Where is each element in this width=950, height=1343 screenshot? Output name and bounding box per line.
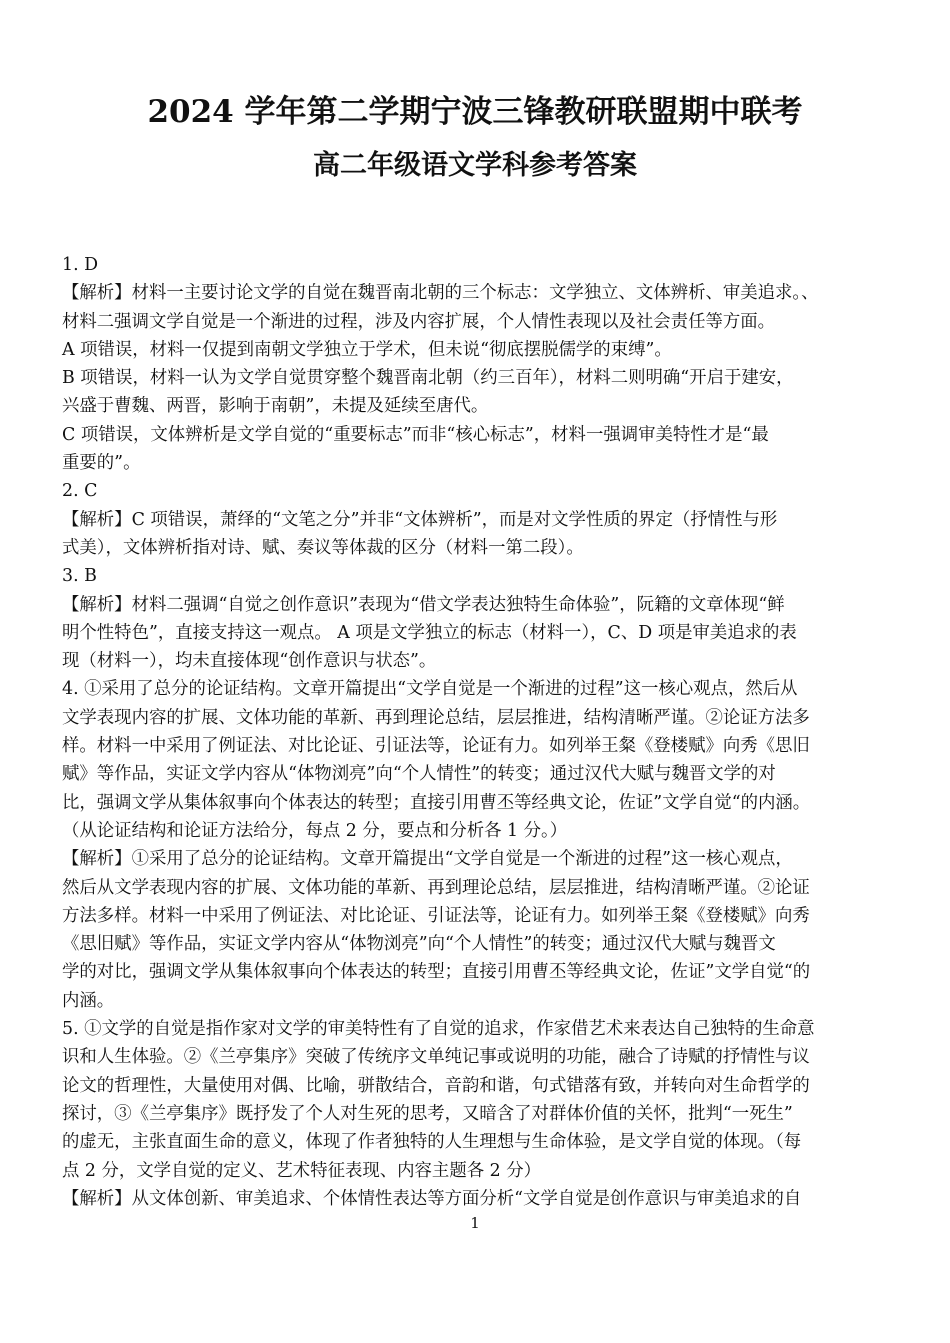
- text-line: 内涵。: [62, 990, 115, 1011]
- text-line: 论文的哲理性，大量使用对偶、比喻，骈散结合，音韵和谐，句式错落有致，并转向对生命哲学的: [62, 1075, 810, 1096]
- text-line: 式美），文体辨析指对诗、赋、奏议等体裁的区分（材料一第二段）。: [62, 537, 584, 558]
- text-line: 样。材料一中采用了例证法、对比论证、引证法等，论证有力。如列举王粲《登楼赋》向秀《思旧: [62, 736, 810, 757]
- text-line: 4. ①采用了总分的论证结构。文章开篇提出“文学自觉是一个渐进的过程”这一核心观点，然后从: [62, 679, 798, 700]
- text-line: 【解析】①采用了总分的论证结构。文章开篇提出“文学自觉是一个渐进的过程”这一核心观点，: [62, 849, 793, 870]
- text-line: 兴盛于曹魏、两晋，影响于南朝”，未提及延续至唐代。: [62, 396, 489, 417]
- text-line: 5. ①文学的自觉是指作家对文学的审美特性有了自觉的追求，作家借艺术来表达自己独特的生命意: [62, 1019, 815, 1040]
- text-line: 比，强调文学从集体叙事向个体表达的转型；直接引用曹丕等经典文论，佐证”文学自觉“的内涵。: [62, 792, 811, 813]
- text-line: 3. B: [62, 566, 97, 587]
- text-line: 识和人生体验。②《兰亭集序》突破了传统序文单纯记事或说明的功能，融合了诗赋的抒情性与议: [62, 1047, 810, 1068]
- text-line: 然后从文学表现内容的扩展、文体功能的革新、再到理论总结，层层推进，结构清晰严谨。②论证: [62, 877, 810, 898]
- text-line: 明个性特色”，直接支持这一观点。 A 项是文学独立的标志（材料一），C、D 项是审美追求的表: [62, 622, 797, 643]
- text-line: 的虚无，主张直面生命的意义，体现了作者独特的人生理想与生命体验，是文学自觉的体现。（每: [62, 1132, 802, 1153]
- text-line: 方法多样。材料一中采用了例证法、对比论证、引证法等，论证有力。如列举王粲《登楼赋》向秀: [62, 905, 810, 926]
- document-title: 2024 学年第二学期宁波三锋教研联盟期中联考: [147, 94, 803, 130]
- text-line: 【解析】从文体创新、审美追求、个体情性表达等方面分析“文学自觉是创作意识与审美追求的自: [62, 1188, 802, 1209]
- text-line: 现（材料一），均未直接体现“创作意识与状态”。: [62, 651, 437, 672]
- text-line: 重要的”。: [62, 453, 141, 474]
- text-line: 1. D: [62, 255, 99, 275]
- document-subtitle: 高二年级语文学科参考答案: [313, 150, 637, 181]
- text-line: 【解析】C 项错误，萧绎的“文笔之分”并非“文体辨析”，而是对文学性质的界定（抒情性与形: [62, 509, 778, 530]
- text-line: B 项错误，材料一认为文学自觉贯穿整个魏晋南北朝（约三百年），材料二则明确“开启于建安，: [62, 368, 794, 389]
- text-line: （从论证结构和论证方法给分，每点 2 分，要点和分析各 1 分。）: [62, 820, 568, 841]
- answer-body: [62, 251, 892, 1213]
- text-line: 2. C: [62, 481, 98, 502]
- text-line: C 项错误，文体辨析是文学自觉的“重要标志”而非“核心标志”，材料一强调审美特性才是“最: [62, 424, 769, 445]
- text-line: A 项错误，材料一仅提到南朝文学独立于学术，但未说“彻底摆脱儒学的束缚”。: [62, 339, 672, 360]
- text-line: 学的对比，强调文学从集体叙事向个体表达的转型；直接引用曹丕等经典文论，佐证”文学自觉“的: [62, 962, 811, 983]
- text-line: 材料二强调文学自觉是一个渐进的过程，涉及内容扩展，个人情性表现以及社会责任等方面。: [62, 311, 776, 332]
- text-line: 赋》等作品，实证文学内容从“体物浏亮”向“个人情性”的转变；通过汉代大赋与魏晋文学的对: [62, 764, 776, 785]
- text-line: 【解析】材料一主要讨论文学的自觉在魏晋南北朝的三个标志：文学独立、文体辨析、审美追求。、: [62, 283, 819, 304]
- page-number: 1: [470, 1214, 480, 1232]
- text-line: 点 2 分，文学自觉的定义、艺术特征表现、内容主题各 2 分）: [62, 1160, 542, 1181]
- text-line: 《思旧赋》等作品，实证文学内容从“体物浏亮”向“个人情性”的转变；通过汉代大赋与魏晋文: [62, 934, 776, 955]
- text-line: 探讨，③《兰亭集序》既抒发了个人对生死的思考，又暗含了对群体价值的关怀，批判“一死生”: [62, 1103, 793, 1124]
- text-line: 【解析】材料二强调“自觉之创作意识”表现为“借文学表达独特生命体验”，阮籍的文章体现“鲜: [62, 594, 785, 615]
- text-line: 文学表现内容的扩展、文体功能的革新、再到理论总结，层层推进，结构清晰严谨。②论证方法多: [62, 707, 810, 728]
